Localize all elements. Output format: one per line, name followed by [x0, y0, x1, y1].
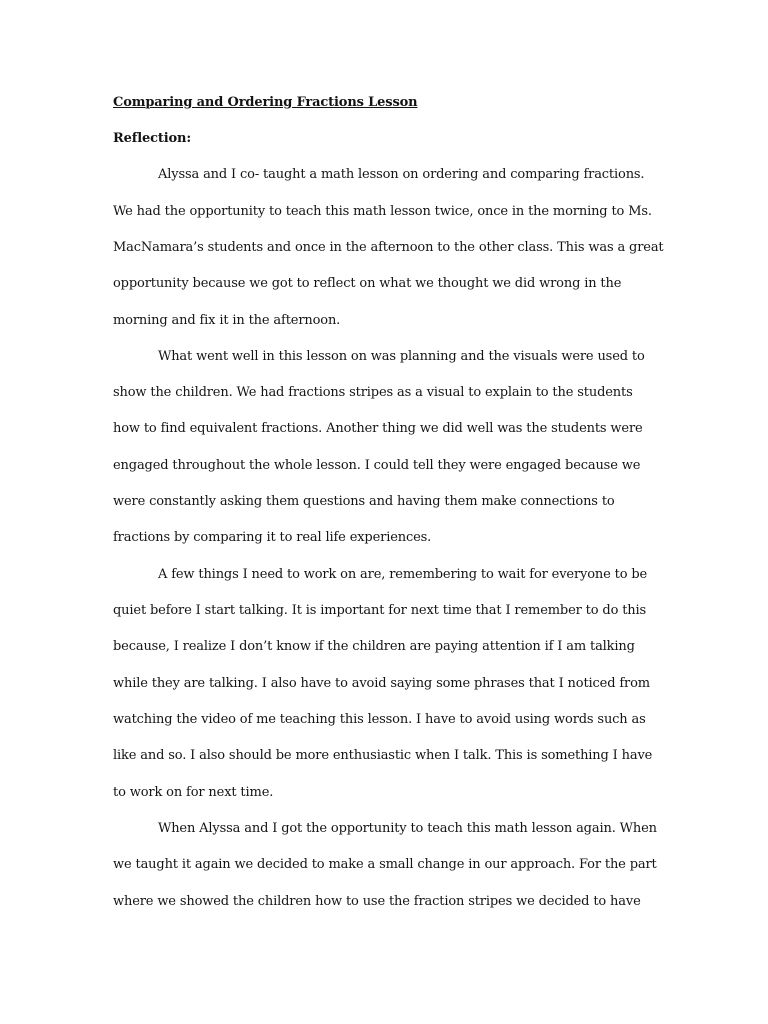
document-title: Comparing and Ordering Fractions Lesson — [113, 95, 418, 110]
paragraph-2-line-3: how to find equivalent fractions. Another thing we did well was the students were — [113, 421, 643, 436]
paragraph-3-line-4: while they are talking. I also have to avoid saying some phrases that I noticed from — [113, 676, 650, 691]
paragraph-3-line-3: because, I realize I don’t know if the children are paying attention if I am talking — [113, 639, 635, 654]
paragraph-3-line-1: A few things I need to work on are, remembering to wait for everyone to be — [158, 567, 648, 582]
paragraph-2-line-1: What went well in this lesson on was planning and the visuals were used to — [158, 349, 645, 364]
paragraph-3-line-7: to work on for next time. — [113, 785, 274, 800]
paragraph-2-line-5: were constantly asking them questions and having them make connections to — [113, 494, 615, 509]
paragraph-2-line-6: fractions by comparing it to real life experiences. — [113, 530, 432, 545]
paragraph-1-line-2: We had the opportunity to teach this math lesson twice, once in the morning to Ms. — [113, 204, 652, 219]
reflection-heading: Reflection: — [113, 131, 192, 146]
paragraph-1-line-4: opportunity because we got to reflect on what we thought we did wrong in the — [113, 276, 622, 291]
paragraph-1-line-1: Alyssa and I co- taught a math lesson on ordering and comparing fractions. — [158, 167, 645, 182]
paragraph-4-line-1: When Alyssa and I got the opportunity to teach this math lesson again. When — [158, 821, 657, 836]
paragraph-2-line-4: engaged throughout the whole lesson. I could tell they were engaged because we — [113, 458, 641, 473]
paragraph-1-line-3: MacNamara’s students and once in the afternoon to the other class. This was a great — [113, 240, 664, 255]
paragraph-3-line-2: quiet before I start talking. It is important for next time that I remember to do this — [113, 603, 647, 618]
paragraph-1-line-5: morning and fix it in the afternoon. — [113, 313, 341, 328]
paragraph-4-line-3: where we showed the children how to use the fraction stripes we decided to have — [113, 894, 641, 909]
paragraph-3-line-6: like and so. I also should be more enthusiastic when I talk. This is something I have — [113, 748, 653, 763]
paragraph-2-line-2: show the children. We had fractions stripes as a visual to explain to the students — [113, 385, 633, 400]
paragraph-4-line-2: we taught it again we decided to make a small change in our approach. For the part — [113, 857, 657, 872]
paragraph-3-line-5: watching the video of me teaching this lesson. I have to avoid using words such as — [113, 712, 646, 727]
